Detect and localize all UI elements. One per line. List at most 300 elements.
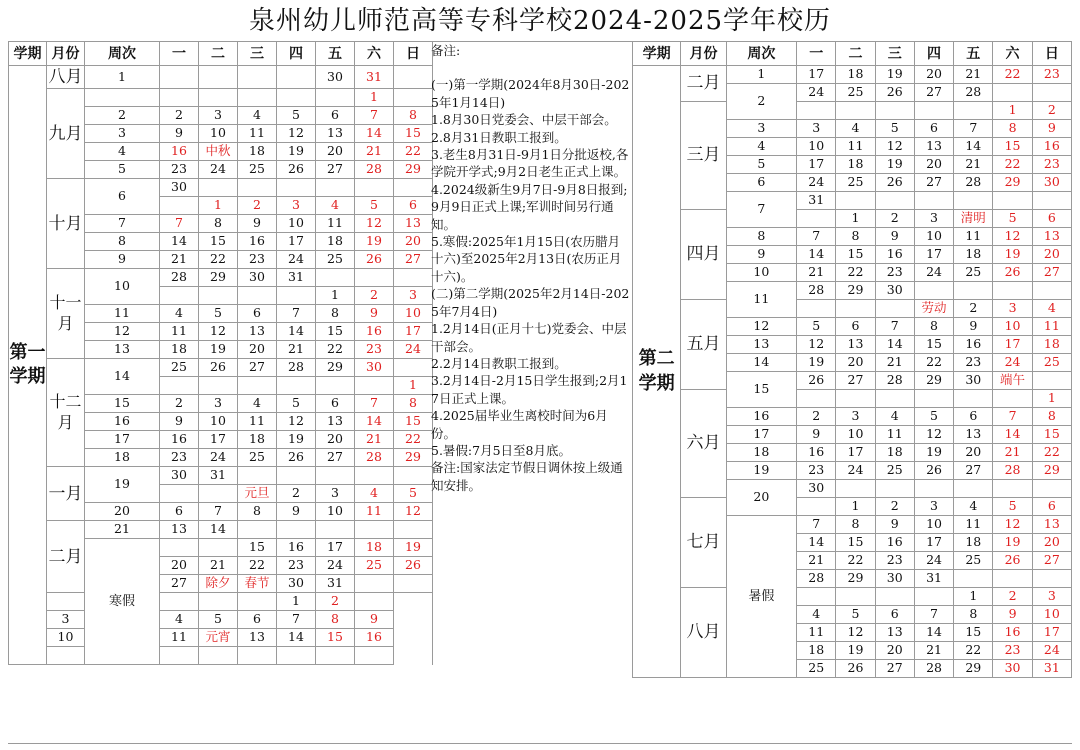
header-cell: 六 — [355, 42, 394, 66]
day-cell: 14 — [993, 426, 1032, 444]
day-cell — [993, 192, 1032, 210]
week-row — [633, 66, 1072, 84]
day-cell: 清明 — [954, 210, 993, 228]
header-cell: 四 — [277, 42, 316, 66]
day-cell: 8 — [316, 611, 355, 629]
day-cell: 9 — [160, 125, 199, 143]
week-number: 18 — [726, 444, 796, 462]
day-cell: 15 — [238, 539, 277, 557]
day-cell: 27 — [316, 161, 355, 179]
day-cell: 21 — [797, 264, 836, 282]
header-cell: 六 — [993, 42, 1032, 66]
week-number: 14 — [726, 354, 796, 372]
day-cell: 13 — [1032, 228, 1071, 246]
day-cell: 26 — [277, 161, 316, 179]
day-cell: 20 — [160, 557, 199, 575]
day-cell: 7 — [954, 120, 993, 138]
note-line: 1.2月14日(正月十七)党委会、中层干部会。 — [431, 321, 627, 354]
day-cell: 26 — [355, 251, 394, 269]
day-cell — [277, 467, 316, 485]
day-cell: 17 — [199, 431, 238, 449]
day-cell: 30 — [238, 269, 277, 287]
day-cell: 19 — [993, 246, 1032, 264]
day-cell: 28 — [797, 282, 836, 300]
day-cell: 15 — [954, 624, 993, 642]
month-cell: 十二月 — [47, 359, 85, 467]
day-cell: 24 — [199, 161, 238, 179]
week-number: 17 — [726, 426, 796, 444]
week-number: 7 — [726, 192, 796, 228]
day-cell: 6 — [1032, 498, 1071, 516]
day-cell: 24 — [914, 264, 953, 282]
week-number: 5 — [726, 156, 796, 174]
day-cell: 28 — [875, 372, 914, 390]
day-cell: 23 — [238, 251, 277, 269]
day-cell — [993, 282, 1032, 300]
day-cell: 18 — [875, 444, 914, 462]
day-cell — [199, 539, 238, 557]
day-cell: 26 — [394, 557, 433, 575]
day-cell: 20 — [914, 66, 953, 84]
day-cell — [875, 192, 914, 210]
day-cell — [199, 593, 238, 611]
day-cell: 26 — [797, 372, 836, 390]
day-cell: 27 — [914, 84, 953, 102]
day-cell: 5 — [914, 408, 953, 426]
day-cell: 12 — [277, 413, 316, 431]
day-cell — [394, 179, 433, 197]
day-cell: 23 — [160, 161, 199, 179]
day-cell: 5 — [355, 197, 394, 215]
day-cell: 12 — [993, 516, 1032, 534]
day-cell: 7 — [797, 516, 836, 534]
day-cell: 2 — [1032, 102, 1071, 120]
day-cell: 18 — [355, 539, 394, 557]
day-cell: 17 — [316, 539, 355, 557]
day-cell: 5 — [875, 120, 914, 138]
day-cell: 9 — [1032, 120, 1071, 138]
day-cell: 6 — [1032, 210, 1071, 228]
day-cell — [1032, 480, 1071, 498]
week-number: 13 — [85, 341, 160, 359]
day-cell: 24 — [836, 462, 875, 480]
day-cell: 23 — [1032, 156, 1071, 174]
day-cell: 23 — [160, 449, 199, 467]
week-number: 6 — [85, 179, 160, 215]
day-cell — [954, 102, 993, 120]
day-cell — [954, 480, 993, 498]
day-cell: 20 — [238, 341, 277, 359]
day-cell: 6 — [238, 305, 277, 323]
day-cell — [875, 480, 914, 498]
day-cell: 11 — [875, 426, 914, 444]
day-cell: 劳动 — [914, 300, 953, 318]
notes-panel — [431, 42, 631, 494]
day-cell: 27 — [836, 372, 875, 390]
day-cell: 27 — [238, 359, 277, 377]
day-cell — [954, 390, 993, 408]
day-cell: 16 — [993, 624, 1032, 642]
day-cell: 22 — [238, 557, 277, 575]
month-cell: 八月 — [48, 67, 83, 87]
break-cell: 暑假 — [726, 516, 796, 678]
week-number: 17 — [85, 431, 160, 449]
day-cell: 7 — [277, 305, 316, 323]
day-cell — [355, 467, 394, 485]
month-cell: 七月 — [681, 498, 726, 588]
day-cell: 17 — [836, 444, 875, 462]
day-cell: 30 — [797, 480, 836, 498]
day-cell — [914, 102, 953, 120]
week-number: 10 — [85, 269, 160, 305]
week-row — [633, 390, 1072, 408]
day-cell: 28 — [993, 462, 1032, 480]
day-cell — [160, 377, 199, 395]
day-cell — [199, 66, 238, 89]
day-cell: 27 — [914, 174, 953, 192]
header-cell: 三 — [238, 42, 277, 66]
day-cell: 19 — [277, 431, 316, 449]
day-cell: 20 — [1032, 534, 1071, 552]
week-number: 1 — [726, 66, 796, 84]
day-cell: 26 — [914, 462, 953, 480]
day-cell: 7 — [993, 408, 1032, 426]
day-cell: 25 — [238, 161, 277, 179]
day-cell — [316, 269, 355, 287]
day-cell: 10 — [914, 228, 953, 246]
week-row — [633, 102, 1072, 120]
day-cell: 21 — [993, 444, 1032, 462]
day-cell — [277, 521, 316, 539]
day-cell: 7 — [160, 215, 199, 233]
day-cell: 29 — [394, 449, 433, 467]
day-cell — [355, 269, 394, 287]
day-cell — [1032, 192, 1071, 210]
day-cell — [797, 498, 836, 516]
day-cell: 24 — [914, 552, 953, 570]
day-cell: 30 — [160, 179, 199, 197]
day-cell — [316, 377, 355, 395]
day-cell: 13 — [160, 521, 199, 539]
week-number: 14 — [85, 359, 160, 395]
day-cell — [797, 588, 836, 606]
week-number: 8 — [85, 233, 160, 251]
day-cell: 14 — [875, 336, 914, 354]
day-cell: 18 — [836, 66, 875, 84]
day-cell: 7 — [914, 606, 953, 624]
day-cell: 19 — [875, 156, 914, 174]
day-cell: 5 — [199, 305, 238, 323]
day-cell — [316, 521, 355, 539]
month-cell: 六月 — [681, 390, 726, 498]
day-cell: 15 — [836, 246, 875, 264]
month-cell: 五月 — [681, 300, 726, 390]
semester-label: 第二学期 — [633, 66, 681, 678]
day-cell — [797, 300, 836, 318]
day-cell — [160, 197, 199, 215]
day-cell: 11 — [954, 228, 993, 246]
day-cell: 中秋 — [199, 143, 238, 161]
week-number: 13 — [726, 336, 796, 354]
day-cell: 4 — [160, 305, 199, 323]
day-cell: 8 — [199, 215, 238, 233]
day-cell — [238, 89, 277, 107]
day-cell: 10 — [199, 413, 238, 431]
day-cell: 9 — [875, 516, 914, 534]
day-cell: 19 — [914, 444, 953, 462]
header-cell: 一 — [797, 42, 836, 66]
day-cell: 5 — [836, 606, 875, 624]
day-cell: 12 — [993, 228, 1032, 246]
day-cell — [993, 84, 1032, 102]
day-cell: 31 — [797, 192, 836, 210]
day-cell — [160, 485, 199, 503]
calendar-table-semester-2 — [632, 41, 1072, 678]
day-cell: 11 — [836, 138, 875, 156]
day-cell: 30 — [875, 570, 914, 588]
day-cell: 16 — [355, 629, 394, 647]
day-cell: 5 — [993, 498, 1032, 516]
note-line: 备注:国家法定节假日调休按上级通知安排。 — [431, 460, 623, 493]
day-cell — [954, 192, 993, 210]
day-cell — [199, 647, 238, 665]
month-cell: 二月 — [681, 66, 726, 102]
note-line: 4.2024级新生9月7日-9月8日报到;9月9日正式上课;军训时间另行通知。 — [431, 181, 628, 232]
day-cell — [355, 593, 394, 611]
day-cell: 23 — [797, 462, 836, 480]
day-cell: 21 — [875, 354, 914, 372]
day-cell — [160, 539, 199, 557]
day-cell: 5 — [199, 611, 238, 629]
day-cell: 28 — [277, 359, 316, 377]
break-cell: 寒假 — [85, 539, 160, 665]
day-cell — [836, 300, 875, 318]
day-cell — [394, 269, 433, 287]
day-cell: 21 — [355, 143, 394, 161]
header-cell: 周次 — [85, 42, 160, 66]
month-cell: 九月 — [47, 89, 85, 179]
day-cell — [238, 647, 277, 665]
day-cell: 4 — [238, 107, 277, 125]
day-cell: 11 — [238, 413, 277, 431]
day-cell: 22 — [1032, 444, 1071, 462]
day-cell — [277, 89, 316, 107]
day-cell: 7 — [797, 228, 836, 246]
day-cell: 13 — [238, 323, 277, 341]
day-cell: 元旦 — [238, 485, 277, 503]
day-cell — [914, 282, 953, 300]
day-cell — [355, 647, 394, 665]
day-cell: 2 — [160, 395, 199, 413]
day-cell: 13 — [238, 629, 277, 647]
day-cell — [1032, 84, 1071, 102]
day-cell: 1 — [277, 593, 316, 611]
day-cell — [1032, 372, 1071, 390]
week-number: 11 — [726, 282, 796, 318]
day-cell: 28 — [355, 449, 394, 467]
day-cell: 19 — [394, 539, 433, 557]
day-cell: 14 — [797, 534, 836, 552]
day-cell: 1 — [316, 287, 355, 305]
day-cell: 6 — [954, 408, 993, 426]
day-cell — [394, 521, 433, 539]
day-cell: 11 — [1032, 318, 1071, 336]
day-cell: 17 — [914, 246, 953, 264]
day-cell: 2 — [797, 408, 836, 426]
day-cell: 18 — [954, 534, 993, 552]
week-row — [633, 300, 1072, 318]
day-cell: 8 — [836, 228, 875, 246]
week-row — [633, 210, 1072, 228]
day-cell: 18 — [1032, 336, 1071, 354]
day-cell: 8 — [316, 305, 355, 323]
day-cell: 19 — [836, 642, 875, 660]
week-number: 12 — [726, 318, 796, 336]
day-cell: 23 — [277, 557, 316, 575]
header-cell: 二 — [199, 42, 238, 66]
day-cell: 22 — [993, 156, 1032, 174]
day-cell: 4 — [875, 408, 914, 426]
day-cell — [797, 102, 836, 120]
day-cell: 17 — [394, 323, 433, 341]
day-cell: 29 — [199, 269, 238, 287]
day-cell: 4 — [160, 611, 199, 629]
note-line: 5.暑假:7月5日至8月底。 — [431, 442, 571, 458]
day-cell: 24 — [277, 251, 316, 269]
day-cell: 20 — [836, 354, 875, 372]
day-cell: 28 — [914, 660, 953, 678]
day-cell — [914, 588, 953, 606]
day-cell: 15 — [316, 323, 355, 341]
header-cell: 五 — [316, 42, 355, 66]
day-cell: 4 — [797, 606, 836, 624]
day-cell — [914, 480, 953, 498]
day-cell: 3 — [47, 611, 85, 629]
day-cell — [238, 287, 277, 305]
day-cell — [277, 377, 316, 395]
day-cell — [47, 647, 85, 665]
day-cell — [394, 467, 433, 485]
day-cell: 31 — [355, 66, 394, 89]
day-cell: 3 — [1032, 588, 1071, 606]
header-cell: 周次 — [726, 42, 796, 66]
day-cell: 17 — [277, 233, 316, 251]
day-cell: 28 — [954, 174, 993, 192]
day-cell: 18 — [238, 143, 277, 161]
note-line: 2.8月31日教职工报到。 — [431, 129, 567, 145]
week-number: 3 — [726, 120, 796, 138]
day-cell: 3 — [797, 120, 836, 138]
week-number: 9 — [85, 251, 160, 269]
day-cell: 5 — [797, 318, 836, 336]
day-cell: 31 — [199, 467, 238, 485]
day-cell: 8 — [394, 395, 433, 413]
day-cell: 12 — [797, 336, 836, 354]
week-number: 11 — [85, 305, 160, 323]
day-cell: 15 — [914, 336, 953, 354]
week-number: 15 — [726, 372, 796, 408]
day-cell — [993, 390, 1032, 408]
month-cell: 四月 — [681, 210, 726, 300]
day-cell — [85, 89, 160, 107]
day-cell: 24 — [199, 449, 238, 467]
day-cell: 25 — [836, 84, 875, 102]
day-cell: 16 — [160, 431, 199, 449]
month-cell: 十月 — [47, 179, 85, 269]
day-cell: 22 — [993, 66, 1032, 84]
day-cell — [394, 575, 433, 593]
day-cell: 20 — [875, 642, 914, 660]
day-cell: 29 — [836, 570, 875, 588]
day-cell — [836, 390, 875, 408]
day-cell: 23 — [993, 642, 1032, 660]
day-cell: 3 — [914, 498, 953, 516]
day-cell: 6 — [316, 107, 355, 125]
day-cell: 27 — [954, 462, 993, 480]
day-cell: 30 — [355, 359, 394, 377]
day-cell: 7 — [875, 318, 914, 336]
day-cell: 23 — [954, 354, 993, 372]
day-cell: 2 — [875, 498, 914, 516]
day-cell: 10 — [836, 426, 875, 444]
day-cell: 10 — [199, 125, 238, 143]
day-cell: 8 — [1032, 408, 1071, 426]
day-cell — [199, 287, 238, 305]
day-cell: 4 — [355, 485, 394, 503]
day-cell: 25 — [1032, 354, 1071, 372]
week-number: 12 — [85, 323, 160, 341]
day-cell: 29 — [914, 372, 953, 390]
day-cell — [836, 480, 875, 498]
day-cell: 2 — [277, 485, 316, 503]
day-cell: 2 — [875, 210, 914, 228]
week-row — [633, 588, 1072, 606]
day-cell: 9 — [954, 318, 993, 336]
header-cell: 日 — [394, 42, 433, 66]
day-cell: 5 — [277, 395, 316, 413]
day-cell: 1 — [199, 197, 238, 215]
month-cell: 三月 — [681, 102, 726, 210]
day-cell: 14 — [355, 125, 394, 143]
day-cell: 31 — [914, 570, 953, 588]
day-cell: 25 — [875, 462, 914, 480]
day-cell: 14 — [277, 629, 316, 647]
day-cell: 12 — [199, 323, 238, 341]
day-cell: 18 — [160, 341, 199, 359]
day-cell: 15 — [1032, 426, 1071, 444]
day-cell: 端午 — [993, 372, 1032, 390]
day-cell: 25 — [160, 359, 199, 377]
day-cell: 13 — [954, 426, 993, 444]
day-cell — [797, 390, 836, 408]
day-cell: 17 — [993, 336, 1032, 354]
header-cell: 五 — [954, 42, 993, 66]
day-cell: 1 — [954, 588, 993, 606]
week-number: 8 — [726, 228, 796, 246]
note-line: (一)第一学期(2024年8月30日-2025年1月14日) — [431, 77, 630, 110]
day-cell: 21 — [160, 251, 199, 269]
day-cell — [160, 593, 199, 611]
day-cell: 13 — [1032, 516, 1071, 534]
day-cell: 2 — [355, 287, 394, 305]
day-cell: 8 — [914, 318, 953, 336]
week-number: 20 — [726, 480, 796, 516]
day-cell — [875, 300, 914, 318]
header-cell: 月份 — [681, 42, 726, 66]
week-number: 2 — [85, 107, 160, 125]
day-cell: 15 — [993, 138, 1032, 156]
day-cell: 9 — [797, 426, 836, 444]
